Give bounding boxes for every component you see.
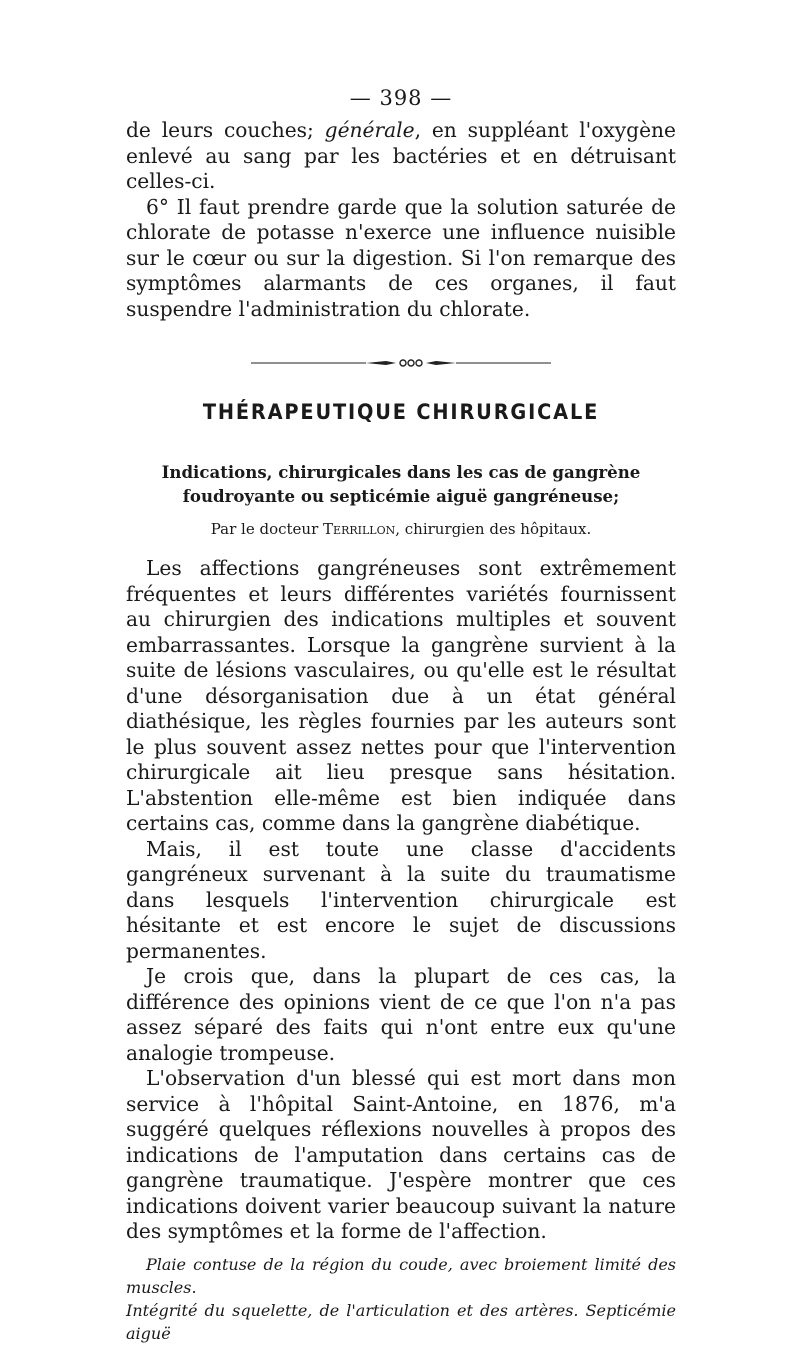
continuation-text-before: de leurs couches; bbox=[126, 118, 325, 142]
caption-line-1: Plaie contuse de la région du coude, avec broiement limité des muscles. bbox=[126, 1254, 676, 1297]
body-paragraph-4: L'observation d'un blessé qui est mort dans mon service à l'hôpital Saint-Antoine, en 1876, m'a suggéré quelques réflexions nouvelles à propos des indications de l'amputation dans certains cas de gangrène traumatique. J'espère montrer que ces indications doivent varier beaucoup suivant la nature des symptômes et la forme de l'affection. bbox=[126, 1066, 676, 1243]
byline-suffix: , chirurgien des hôpitaux. bbox=[395, 520, 592, 538]
byline-author: Terrillon bbox=[323, 520, 396, 538]
page bbox=[126, 84, 676, 1345]
point-6-paragraph: 6° Il faut prendre garde que la solution saturée de chlorate de potasse n'exerce une influence nuisible sur le cœur ou sur la digestion. Si l'on remarque des symptômes alarmants de ces organes, il faut suspendre l'administration du chlorate. bbox=[126, 194, 676, 321]
continuation-italic-word: générale bbox=[324, 118, 415, 142]
section-title: THÉRAPEUTIQUE CHIRURGICALE bbox=[202, 400, 600, 424]
ornament-divider bbox=[251, 358, 551, 368]
body-paragraph-2: Mais, il est toute une classe d'accidents gangréneux survenant à la suite du traumatisme dans lesquels l'intervention chirurgicale est hésitante et est encore le sujet de discussions permanentes. bbox=[126, 836, 676, 963]
article-title-line-2: foudroyante ou septicémie aiguë gangréneuse; bbox=[182, 486, 620, 506]
caption-line-2: Intégrité du squelette, de l'articulation et des artères. Septicémie aiguë bbox=[126, 1300, 676, 1343]
continuation-text-after: , en suppléant l'oxygène enlevé au sang par les bactéries et en détruisant celles-ci. bbox=[126, 118, 676, 193]
byline bbox=[126, 518, 676, 540]
observation-caption bbox=[126, 1253, 676, 1345]
body-paragraph-1: Les affections gangréneuses sont extrêmement fréquentes et leurs différentes variétés fournissent au chirurgien des indications multiples et souvent embarrassantes. Lorsque la gangrène survient à la suite de lésions vasculaires, ou qu'elle est le résultat d'une désorganisation due à un état général diathésique, les règles fournies par les auteurs sont le plus souvent assez nettes pour que l'intervention chirurgicale ait lieu presque sans hésitation. L'abstention elle-même est bien indiquée dans certains cas, comme dans la gangrène diabétique. bbox=[126, 556, 676, 835]
article-title-line-1: Indications, chirurgicales dans les cas de gangrène bbox=[161, 462, 641, 482]
byline-prefix: Par le docteur bbox=[210, 520, 324, 538]
page-number: — 398 — bbox=[349, 86, 453, 110]
body-paragraph-3: Je crois que, dans la plupart de ces cas, la différence des opinions vient de ce que l'on n'a pas assez séparé des faits qui n'ont entre eux qu'une analogie trompeuse. bbox=[126, 964, 676, 1065]
top-continuation-paragraph bbox=[126, 118, 676, 195]
